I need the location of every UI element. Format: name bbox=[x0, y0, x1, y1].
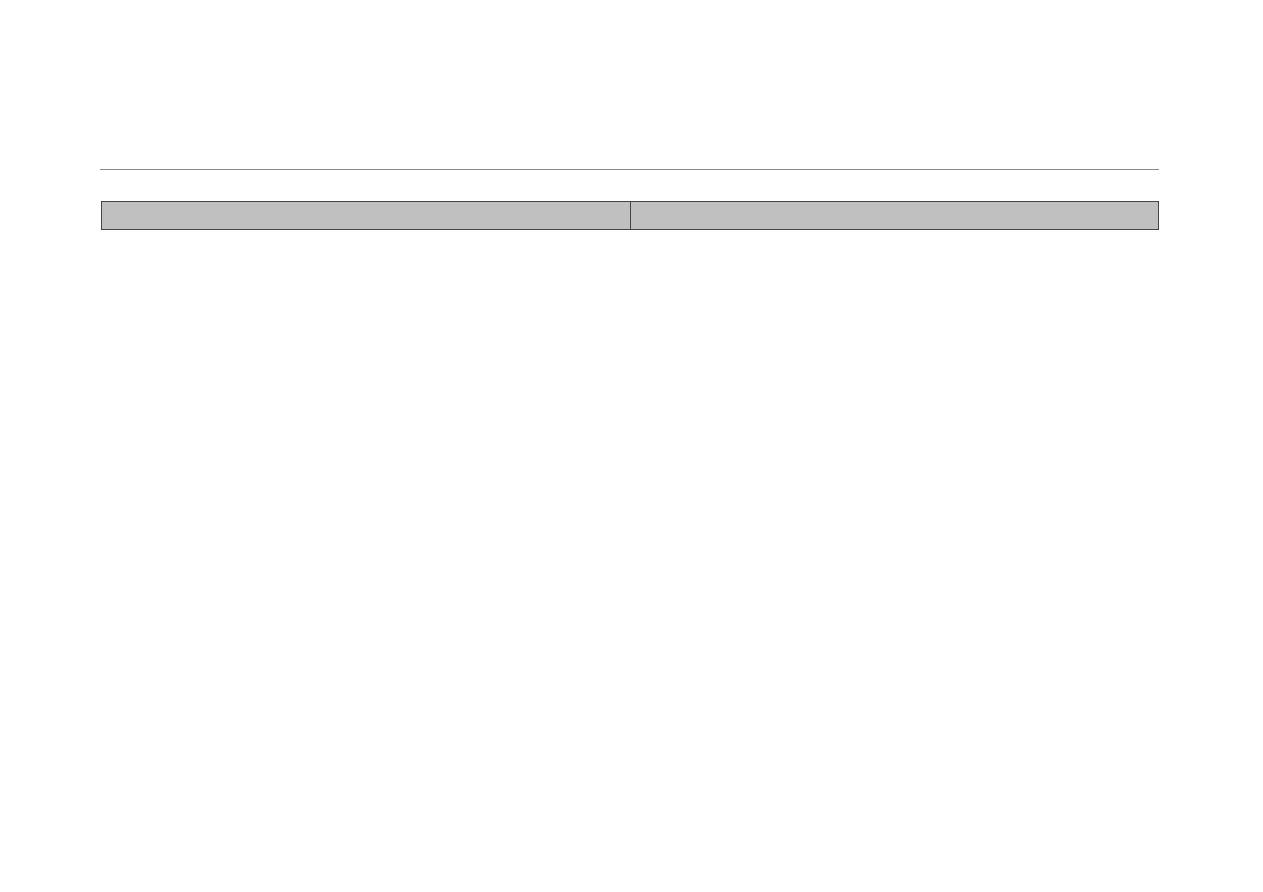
horizontal-rule bbox=[100, 169, 1159, 170]
header-no bbox=[102, 202, 631, 230]
header-actividad bbox=[630, 202, 1159, 230]
schedule-table bbox=[101, 201, 1159, 230]
